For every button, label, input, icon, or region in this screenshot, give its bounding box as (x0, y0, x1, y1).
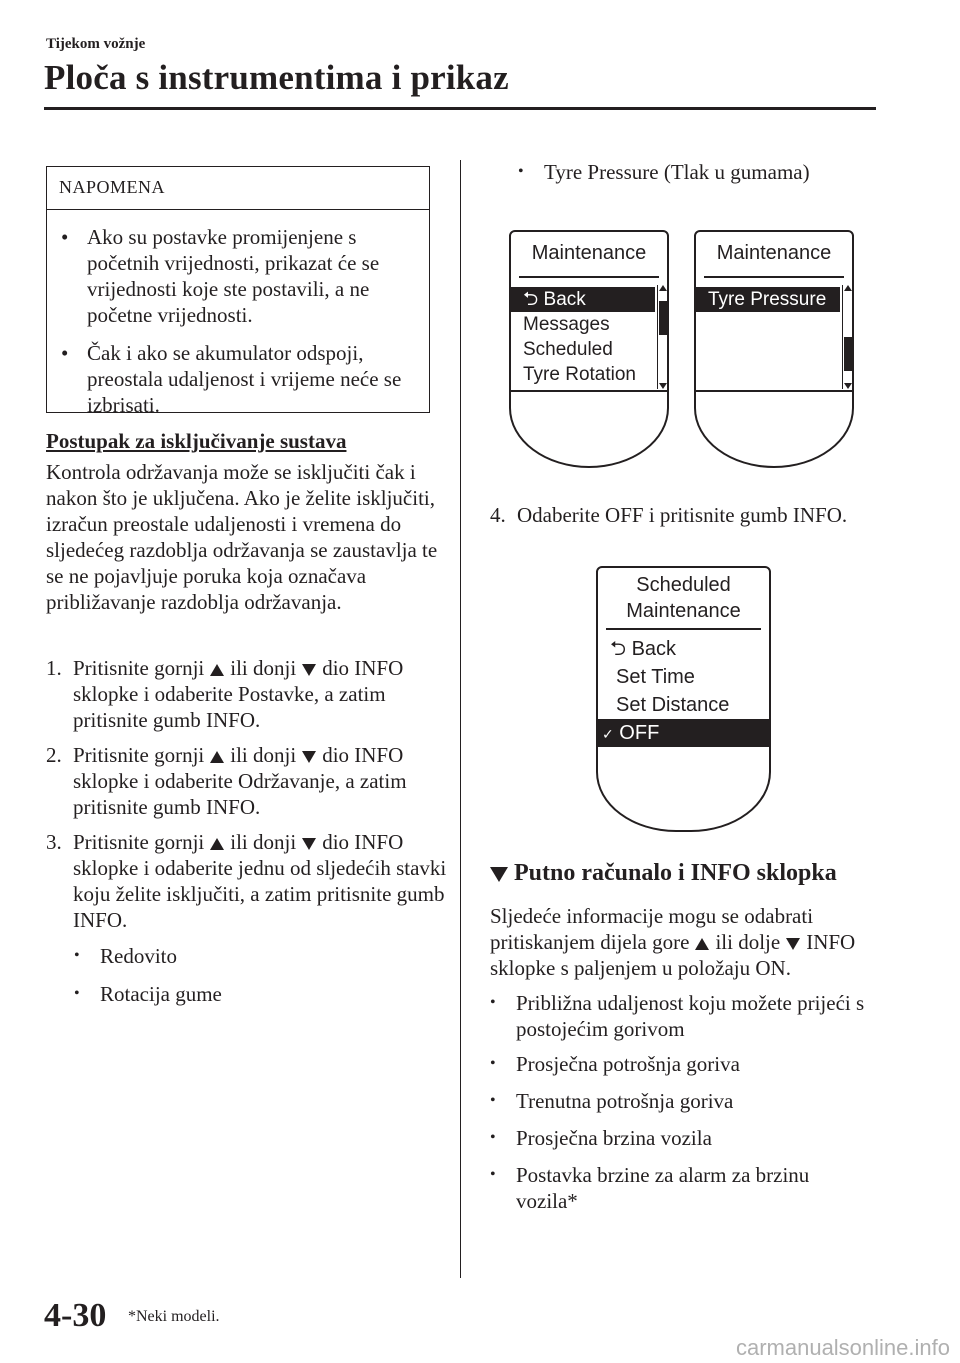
triangle-down-icon (302, 838, 316, 850)
step-number: 4. (490, 503, 506, 527)
watermark: carmanualsonline.info (735, 1335, 950, 1360)
step-text-mid: ili donji (230, 656, 297, 680)
check-icon: ✓ (602, 726, 614, 742)
note-item-text: Čak i ako se akumulator odspoji, preostala udaljenost i vrijeme neće se izbrisati. (87, 341, 402, 417)
list-item-text: Rotacija gume (100, 982, 222, 1006)
menu-item-tyre-pressure[interactable]: Tyre Pressure (696, 287, 840, 312)
list-item-text: Približna udaljenost koju možete prijeći s postojećim gorivom (516, 991, 865, 1041)
menu-item[interactable]: Set Time (616, 666, 695, 688)
list-item-text: Redovito (100, 944, 177, 968)
menu-item-label: Back (631, 638, 677, 660)
display-title-line2: Maintenance (626, 600, 741, 622)
triangle-down-icon (490, 867, 508, 882)
section-label: Tijekom vožnje (46, 36, 146, 52)
list-item (518, 159, 810, 185)
bullet-dot-icon: • (61, 225, 69, 249)
note-item (47, 340, 429, 418)
list-item (490, 990, 890, 1042)
scroll-up-icon (659, 285, 667, 291)
step-text-pre: Pritisnite gornji (73, 656, 205, 680)
step-number: 2. (46, 743, 62, 767)
section-paragraph (490, 903, 890, 981)
step-text: Odaberite OFF i pritisnite gumb INFO. (517, 503, 848, 527)
page-number: 4-30 (44, 1297, 107, 1334)
display-title-line1: Scheduled (636, 574, 731, 596)
triangle-up-icon (210, 751, 224, 763)
column-divider (460, 160, 461, 1278)
menu-item-label: OFF (619, 722, 660, 744)
scrollbar[interactable] (657, 285, 667, 389)
menu-item[interactable]: Tyre Rotation (523, 364, 636, 385)
display-rule (519, 276, 659, 278)
display-title: Maintenance (716, 242, 832, 264)
scroll-down-icon (844, 383, 852, 389)
menu-item[interactable]: Scheduled (523, 339, 613, 360)
bullet-dot-icon: • (518, 163, 524, 180)
step-text-post: dio INFO sklopke i odaberite Održavanje, a zatim pritisnite gumb INFO. (73, 743, 407, 819)
triangle-up-icon (210, 838, 224, 850)
list-item (490, 1051, 890, 1077)
triangle-down-icon (302, 751, 316, 763)
step-3 (46, 829, 456, 933)
display-rule (606, 628, 761, 630)
step-text-post: dio INFO sklopke i odaberite Postavke, a zatim pritisnite gumb INFO. (73, 656, 404, 732)
menu-item[interactable]: Set Distance (616, 694, 730, 716)
back-arrow-icon: ⮌ (523, 289, 539, 310)
triangle-up-icon (210, 664, 224, 676)
bullet-dot-icon: • (490, 1092, 496, 1109)
scroll-up-icon (844, 285, 852, 291)
step-text-pre: Pritisnite gornji (73, 743, 205, 767)
para-text-pre: Sljedeće informacije mogu se odabrati pritiskanjem dijela gore (490, 904, 814, 954)
step-2 (46, 742, 456, 820)
footnote: *Neki modeli. (128, 1308, 220, 1325)
bullet-dot-icon: • (74, 985, 80, 1002)
menu-item[interactable]: Messages (523, 314, 610, 335)
step-number: 3. (46, 830, 62, 854)
list-item-text: Tyre Pressure (Tlak u gumama) (544, 160, 810, 184)
display-maintenance-list (509, 230, 669, 468)
list-item (74, 981, 222, 1007)
bullet-dot-icon: • (74, 947, 80, 964)
page-title: Ploča s instrumentima i prikaz (44, 58, 509, 97)
display-menu (696, 287, 840, 312)
triangle-down-icon (302, 664, 316, 676)
scrollbar[interactable] (842, 285, 852, 389)
note-heading: NAPOMENA (47, 167, 429, 210)
menu-item-off[interactable] (598, 719, 769, 747)
display-title: Maintenance (531, 242, 647, 264)
section-heading-text: Putno računalo i INFO sklopka (514, 860, 837, 886)
scroll-down-icon (659, 383, 667, 389)
list-item-text: Prosječna brzina vozila (516, 1126, 712, 1150)
step-1 (46, 655, 456, 733)
display-menu (598, 635, 769, 747)
display-scheduled-maintenance (596, 566, 771, 832)
triangle-up-icon (695, 938, 709, 950)
display-tyre-pressure (694, 230, 854, 468)
note-item (47, 224, 429, 328)
step-text-mid: ili donji (230, 830, 297, 854)
menu-item-back[interactable] (511, 287, 655, 312)
scroll-thumb[interactable] (659, 301, 667, 335)
para-text-mid: ili dolje (715, 930, 781, 954)
bullet-dot-icon: • (490, 1166, 496, 1183)
list-item (74, 943, 177, 969)
display-rule (511, 390, 667, 392)
back-arrow-icon: ⮌ (610, 638, 627, 660)
list-item-text: Postavka brzine za alarm za brzinu vozila* (516, 1163, 810, 1213)
triangle-down-icon (786, 938, 800, 950)
list-item (490, 1125, 890, 1151)
scroll-thumb[interactable] (844, 337, 852, 371)
step-text-mid: ili donji (230, 743, 297, 767)
paragraph: Kontrola održavanja može se isključiti čak i nakon što je uključena. Ako je želite isključiti, izračun preostale udaljenosti i vremena do sljedećeg razdoblja održavanja se zaustavlja te se ne pojavljuje poruka koja označava približavanje razdoblja održavanja. (46, 460, 438, 614)
list-item-text: Trenutna potrošnja goriva (516, 1089, 734, 1113)
step-number: 1. (46, 656, 62, 680)
list-item (490, 1162, 870, 1214)
note-item-text: Ako su postavke promijenjene s početnih vrijednosti, prikazat će se vrijednosti koje ste postavili, a ne početne vrijednosti. (87, 225, 380, 327)
bullet-dot-icon: • (490, 1129, 496, 1146)
display-menu (511, 287, 655, 387)
display-rule (696, 390, 852, 392)
para-text-post: INFO sklopke s paljenjem u položaju ON. (490, 930, 856, 980)
note-box (46, 166, 430, 417)
list-item (490, 1088, 890, 1114)
title-rule (44, 107, 876, 110)
step-text-post: dio INFO sklopke i odaberite jednu od sljedećih stavki koju želite isključiti, a zatim pritisnite gumb INFO. (73, 830, 447, 932)
display-rule (704, 276, 844, 278)
step-text-pre: Pritisnite gornji (73, 830, 205, 854)
bullet-dot-icon: • (490, 1055, 496, 1072)
menu-item-label: Back (543, 289, 586, 310)
menu-item-back[interactable] (598, 635, 769, 663)
section-heading (490, 860, 837, 887)
list-item-text: Prosječna potrošnja goriva (516, 1052, 740, 1076)
bullet-dot-icon: • (490, 994, 496, 1011)
subheading: Postupak za isključivanje sustava (46, 429, 347, 453)
step-4 (490, 502, 890, 528)
bullet-dot-icon: • (61, 341, 69, 365)
